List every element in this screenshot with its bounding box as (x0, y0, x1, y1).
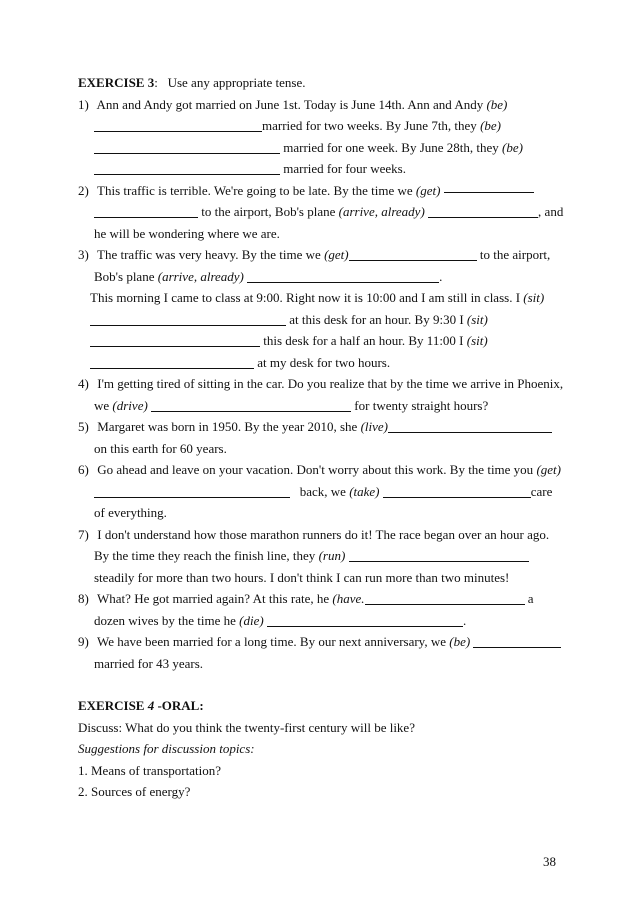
item-text: steadily for more than two hours. I don't think I can run more than two minutes! (94, 569, 510, 585)
item-8-line-2 (78, 610, 568, 632)
item-text: of everything. (94, 505, 167, 520)
answer-blank[interactable] (151, 397, 351, 412)
item-text: a (527, 591, 534, 606)
item-6-line-1 (78, 459, 568, 481)
verb-hint: (be) (480, 118, 501, 133)
verb-hint: (be) (449, 634, 471, 649)
verb-hint: (arrive, already) (157, 268, 244, 284)
item-1-line-4 (78, 158, 568, 180)
item-number: 2) (78, 182, 89, 198)
item-9-line-2 (78, 653, 568, 675)
verb-hint: (live) (360, 419, 388, 434)
exercise-3-colon: : (154, 75, 158, 90)
item-text: What? He got married again? At this rate, he (97, 591, 330, 606)
item-8-line-1 (78, 588, 568, 610)
item-number: 7) (78, 526, 89, 542)
item-text: This morning I came to class at 9:00. Right now it is 10:00 and I am still in class. I (90, 290, 521, 305)
section-spacer (78, 674, 568, 695)
item-2-line-1 (78, 180, 568, 202)
item-1-line-1 (78, 94, 568, 116)
verb-hint: (take) (349, 483, 380, 499)
item-4-line-1 (78, 373, 568, 395)
item-3-line-1 (78, 244, 568, 266)
item-number: 9) (78, 634, 89, 649)
answer-blank[interactable] (267, 612, 463, 627)
answer-blank[interactable] (94, 117, 262, 132)
item-text: This traffic is terrible. We're going to be late. By the time we (97, 182, 413, 198)
item-text: at my desk for two hours. (257, 354, 391, 370)
item-text: I don't understand how those marathon runners do it! The race began over an hour ago. (97, 526, 550, 542)
verb-hint: (sit) (523, 290, 545, 305)
exercise-4-number: 4 (147, 698, 155, 713)
item-number: 3) (78, 247, 89, 262)
topic-item: 1. Means of transportation? (78, 762, 221, 778)
item-text: married for two weeks. By June 7th, they (262, 118, 477, 133)
item-text: Bob's plane (94, 268, 155, 284)
answer-blank[interactable] (349, 246, 477, 261)
item-number: 1) (78, 96, 89, 112)
item-text: to the airport, Bob's plane (201, 204, 336, 219)
item-3-line-3 (78, 287, 568, 309)
item-text: We have been married for a long time. By our next anniversary, we (97, 634, 446, 649)
item-text: married for four weeks. (283, 161, 406, 176)
item-9-line-1 (78, 631, 568, 653)
exercise-4-suffix: -ORAL: (157, 698, 204, 713)
item-text: to the airport, (479, 247, 551, 262)
item-2-line-3 (78, 223, 568, 245)
verb-hint: (have. (332, 591, 365, 606)
verb-hint: (arrive, already) (338, 204, 425, 219)
item-3-line-4 (78, 309, 568, 331)
item-6-line-3 (78, 502, 568, 524)
item-text: By the time they reach the finish line, they (94, 548, 316, 563)
item-5-line-1 (78, 416, 568, 438)
exercise-4-discuss: Discuss: What do you think the twenty-first century will be like? (78, 719, 415, 735)
exercise-3-number: 3 (147, 75, 155, 90)
item-5-line-2 (78, 438, 568, 460)
item-text: married for one week. By June 28th, they (283, 139, 499, 155)
item-3-line-2 (78, 266, 568, 288)
item-text: at this desk for an hour. By 9:30 I (289, 311, 464, 327)
item-3-line-5 (78, 330, 568, 352)
item-text: . (462, 612, 467, 628)
item-6-line-2 (78, 481, 568, 503)
answer-blank[interactable] (94, 160, 280, 175)
item-2-line-2 (78, 201, 568, 223)
item-text: The traffic was very heavy. By the time we (97, 247, 321, 262)
item-number: 8) (78, 591, 89, 606)
item-3-line-6 (78, 352, 568, 374)
answer-blank[interactable] (94, 139, 280, 154)
item-text: back, we (299, 483, 346, 499)
answer-blank[interactable] (365, 590, 525, 605)
item-text: Margaret was born in 1950. By the year 2010, she (97, 419, 358, 434)
item-text: Go ahead and leave on your vacation. Don't worry about this work. By the time you (97, 462, 534, 477)
item-number: 6) (78, 462, 89, 477)
answer-blank[interactable] (90, 354, 254, 369)
item-number: 5) (78, 419, 89, 434)
item-4-line-2 (78, 395, 568, 417)
verb-hint: (run) (318, 548, 346, 563)
item-7-line-3 (78, 567, 568, 589)
exercise-3-label: EXERCISE (78, 75, 145, 90)
item-text: . (439, 268, 443, 284)
item-text: Ann and Andy got married on June 1st. Today is June 14th. Ann and Andy (96, 96, 484, 112)
item-text: we (94, 397, 110, 413)
answer-blank[interactable] (388, 418, 552, 433)
worksheet-content (78, 72, 568, 803)
exercise-4-suggestions: Suggestions for discussion topics: (78, 741, 255, 756)
verb-hint: (be) (502, 139, 523, 155)
exercise-4-heading (78, 695, 568, 717)
answer-blank[interactable] (349, 547, 529, 562)
verb-hint: (be) (486, 96, 508, 112)
answer-blank[interactable] (444, 184, 534, 193)
answer-blank[interactable] (383, 483, 531, 498)
verb-hint: (get) (415, 182, 441, 198)
answer-blank[interactable] (94, 203, 198, 218)
item-text: I'm getting tired of sitting in the car. Do you realize that by the time we arrive in Phoenix, (97, 376, 564, 391)
item-7-line-1 (78, 524, 568, 546)
answer-blank[interactable] (428, 203, 538, 218)
answer-blank[interactable] (247, 268, 439, 283)
answer-blank[interactable] (94, 483, 290, 498)
verb-hint: (sit) (466, 311, 488, 327)
item-text: this desk for a half an hour. By 11:00 I (263, 333, 464, 348)
item-text: dozen wives by the time he (94, 612, 236, 628)
item-text: for twenty straight hours? (354, 397, 489, 413)
item-7-line-2 (78, 545, 568, 567)
item-text: married for 43 years. (94, 655, 204, 671)
item-text: he will be wondering where we are. (94, 225, 280, 241)
item-number: 4) (78, 376, 89, 391)
item-text: , and (538, 204, 564, 219)
item-text: care (530, 483, 553, 499)
exercise-3-heading (78, 72, 568, 94)
verb-hint: (get) (324, 247, 349, 262)
item-text: on this earth for 60 years. (94, 440, 227, 456)
answer-blank[interactable] (90, 311, 286, 326)
page-number: 38 (543, 854, 556, 869)
topic-item: 2. Sources of energy? (78, 784, 191, 799)
item-1-line-3 (78, 137, 568, 159)
answer-blank[interactable] (90, 332, 260, 347)
answer-blank[interactable] (473, 633, 561, 648)
exercise-3-instruction: Use any appropriate tense. (167, 75, 306, 90)
exercise-4-label: EXERCISE (78, 698, 145, 713)
verb-hint: (sit) (466, 333, 488, 348)
verb-hint: (get) (536, 462, 561, 477)
verb-hint: (drive) (112, 397, 148, 413)
verb-hint: (die) (239, 612, 264, 628)
item-1-line-2 (78, 115, 568, 137)
